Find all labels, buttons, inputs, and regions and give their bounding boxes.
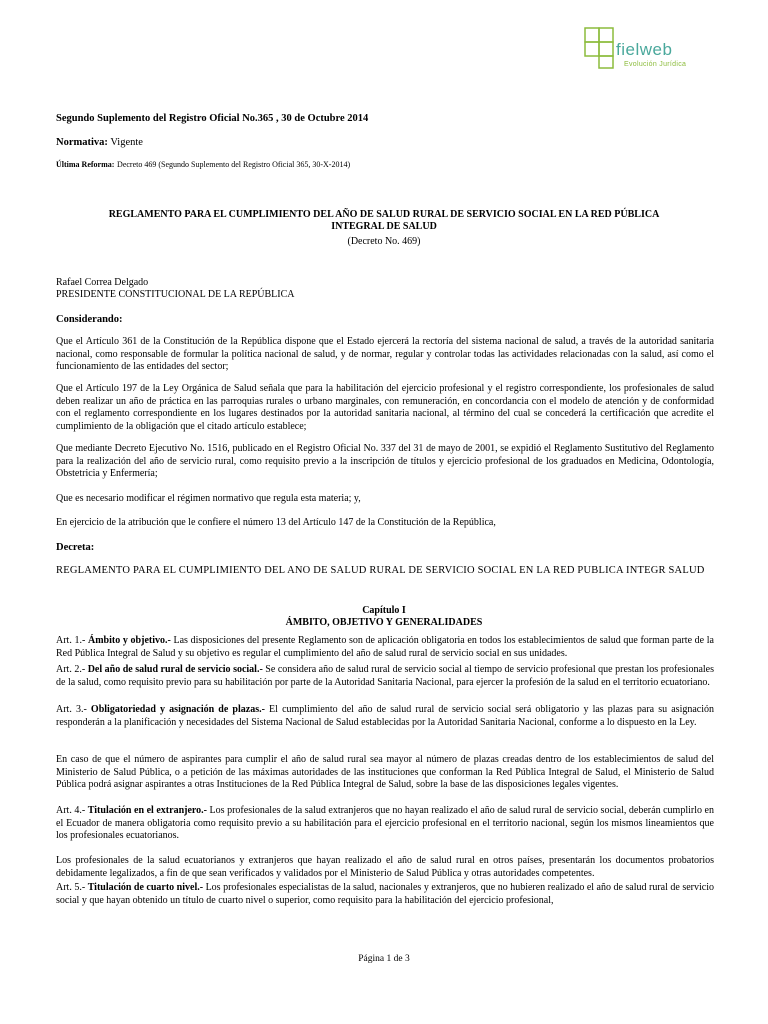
document-title-line2: INTEGRAL DE SALUD (331, 221, 437, 232)
article-2-text: Se considera año de salud rural de servicio social al tiempo de servicio profesional que prestan los profesionales de la salud, como requisito previo para su habilitación por parte de la Autoridad Sanitaria Nacional, para ejercer la profesión de la salud en el territorio ecuatoriano. (56, 664, 715, 688)
article-1-text: Las disposiciones del presente Reglamento son de aplicación obligatoria en todos los establecimientos de salud que forman parte de la Red Pública Integral de Salud y su objetivo es regular el cumplimiento del año de salud rural de servicio social en sus unidades. (56, 635, 714, 659)
article-3-title: Obligatoriedad y asignación de plazas.- (90, 704, 265, 715)
article-4-text: Los profesionales de la salud extranjeros que no hayan realizado el año de salud rural de servicio social, deberán cumplirlo en el Ecuador de manera obligatoria como requisito previo a su habilitación para el ejercicio profesional en el territorio nacional, según los mismos lineamientos que los profesionales ecuatorianos. (56, 805, 714, 841)
article-2-number: Art. 2.- (56, 664, 86, 675)
considerando-p5: En ejercicio de la atribución que le confiere el número 13 del Artículo 147 de la Constitución de la República, (56, 517, 496, 528)
article-3-text: El cumplimiento del año de salud rural de servicio social será obligatorio y las plazas para su asignación responderán a la planificación y necesidades del Sistema Nacional de Salud establecidas por la Autoridad Sanitaria Nacional, conforme a lo dispuesto en la Ley. (56, 704, 715, 728)
signer-name: Rafael Correa Delgado (56, 277, 149, 288)
article-5-number: Art. 5.- (56, 882, 86, 893)
decree-number: (Decreto No. 469) (347, 236, 421, 247)
reforma-value: Decreto 469 (Segundo Suplemento del Registro Oficial 365, 30-X-2014) (117, 160, 351, 169)
considerando-p2: Que el Artículo 197 de la Ley Orgánica de Salud señala que para la habilitación del ejercicio profesional y el registro correspondiente, los profesionales de salud deben realizar un año de práctica en las parroquias rurales o urbano marginales, con remuneración, en concordancia con el modelo de atención y de conformidad con el reglamento correspondiente en los lugares destinados por la autoridad sanitaria nacional, al término del cual se concederá la certificación que acredite el cumplimiento de la obligación que el citado artículo establece; (56, 383, 714, 432)
considerando-p1: Que el Artículo 361 de la Constitución de la República dispone que el Estado ejercerá la rectoría del sistema nacional de salud, a través de la autoridad sanitaria nacional, como responsable de formular la política nacional de salud, y de normar, regular y controlar todas las actividades relacionadas con la salud, así como el funcionamiento de las entidades del sector; (56, 336, 714, 372)
article-1-title: Ámbito y objetivo.- (88, 635, 171, 646)
chapter-title: ÁMBITO, OBJETIVO Y GENERALIDADES (285, 617, 483, 628)
article-2-title: Del año de salud rural de servicio social.- (87, 664, 263, 675)
article-2 (56, 664, 714, 689)
article-4-number: Art. 4.- (56, 805, 86, 816)
considerando-p4: Que es necesario modificar el régimen normativo que regula esta materia; y, (56, 493, 361, 504)
article-4-title: Titulación en el extranjero.- (87, 805, 207, 816)
article-3 (56, 704, 714, 729)
article-1 (56, 635, 714, 660)
logo-tagline: Evolución Jurídica (624, 61, 687, 68)
normativa-value: Vigente (110, 137, 143, 148)
article-4 (56, 805, 714, 843)
considerando-p3: Que mediante Decreto Ejecutivo No. 1516, publicado en el Registro Oficial No. 337 del 31 de mayo de 2001, se expidió el Reglamento Sustitutivo del Reglamento para la realización del año de servicio rural, como requisito previo a la inscripción de títulos y ejercicio profesional de los graduados en Medicina, Odontología, Obstetricia y Enfermería; (56, 443, 714, 479)
normativa-label: Normativa: (56, 137, 108, 148)
considerando-heading: Considerando: (56, 314, 123, 325)
supplement-line: Segundo Suplemento del Registro Oficial No.365 , 30 de Octubre 2014 (56, 113, 369, 124)
article-3-paragraph-2: En caso de que el número de aspirantes para cumplir el año de salud rural sea mayor al número de plazas creadas dentro de los establecimientos de salud del Ministerio de Salud Pública, o a petición de las máximas autoridades de las instituciones que conforman la Red Pública Integral de Salud, el Ministerio de Salud Pública podrá asignar aspirantes a otras Instituciones de la Red Pública Integral de Salud, sobre la base de las disposiciones legales vigentes. (56, 754, 714, 790)
logo-name: fielweb (616, 40, 673, 59)
chapter-label: Capítulo I (362, 605, 406, 616)
normativa-line (56, 137, 143, 148)
document-title-line1: REGLAMENTO PARA EL CUMPLIMIENTO DEL AÑO DE SALUD RURAL DE SERVICIO SOCIAL EN LA RED PÚBLICA (108, 209, 660, 220)
article-4-paragraph-2: Los profesionales de la salud ecuatorianos y extranjeros que hayan realizado el año de salud rural en otros países, presentarán los documentos probatorios debidamente legalizados, a fin de que sean verificados y validados por el Ministerio de Salud Pública y otras autoridades competentes. (56, 855, 714, 879)
article-5 (56, 882, 714, 907)
article-5-text: Los profesionales especialistas de la salud, nacionales y extranjeros, que no hubieren realizado el año de salud rural de servicio social y que hayan obtenido un título de cuarto nivel o superior, como requisito para la habilitación del ejercicio profesional, (56, 882, 714, 906)
decreta-title: REGLAMENTO PARA EL CUMPLIMIENTO DEL ANO DE SALUD RURAL DE SERVICIO SOCIAL EN LA RED PUBLICA INTEGR SALUD (56, 565, 705, 576)
article-3-number: Art. 3.- (56, 704, 87, 715)
article-5-title: Titulación de cuarto nivel.- (87, 882, 204, 893)
reforma-line (56, 159, 350, 170)
page-number: Página 1 de 3 (358, 954, 410, 964)
article-1-number: Art. 1.- (56, 635, 86, 646)
reforma-label: Última Reforma: (56, 160, 115, 169)
signer-role: PRESIDENTE CONSTITUCIONAL DE LA REPÚBLICA (56, 289, 295, 300)
decreta-heading: Decreta: (56, 542, 95, 553)
